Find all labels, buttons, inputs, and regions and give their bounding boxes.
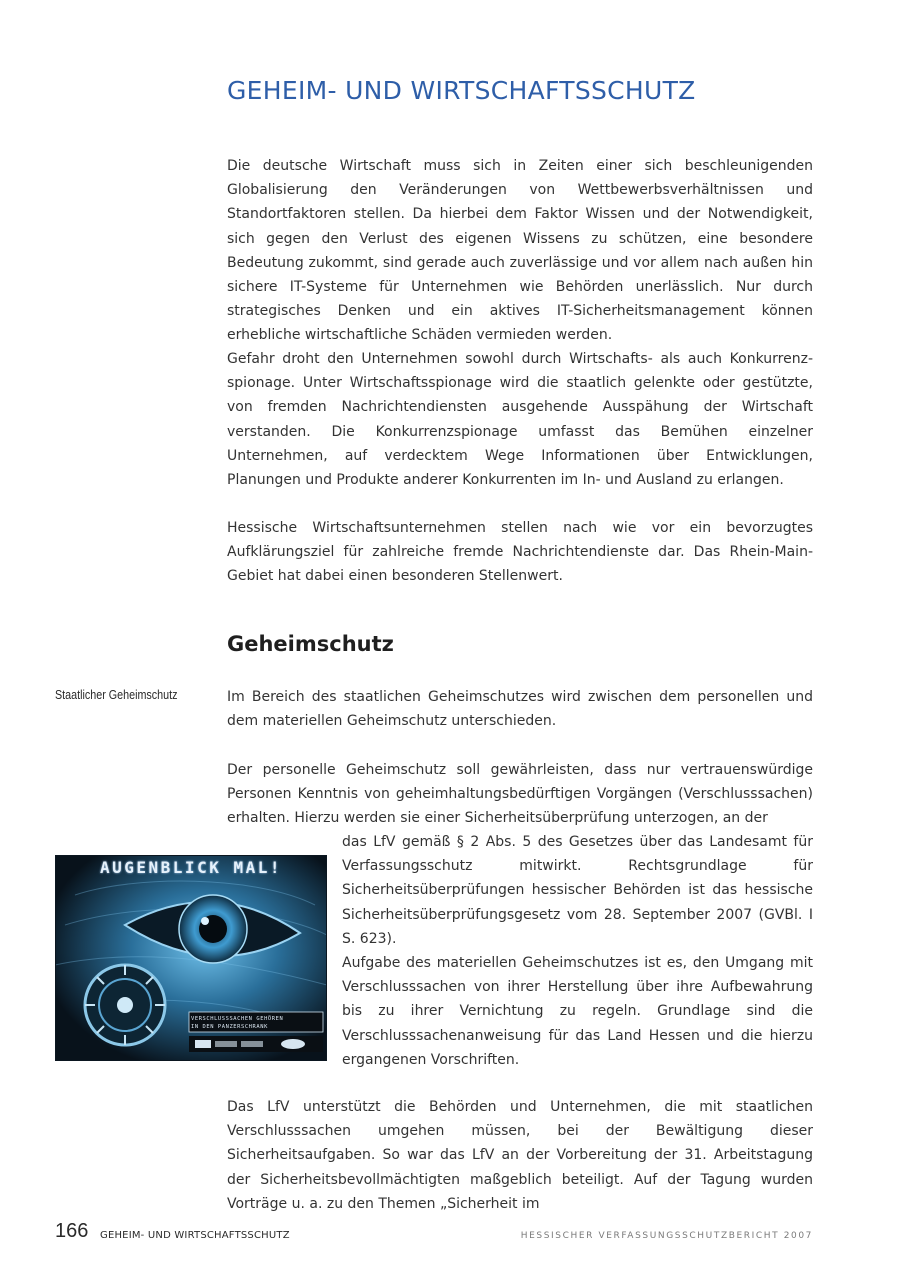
- margin-note: Staatlicher Geheimschutz: [55, 688, 178, 702]
- poster-caption: [191, 1015, 323, 1031]
- poster-headline: AUGENBLICK MAL!: [100, 858, 282, 877]
- intro-paragraph-2: Gefahr droht den Unternehmen sowohl durch Wirtschafts- als auch Konkurrenzspionage. Unter Wirtschaftsspionage wird die staatlich gelenkte oder gestützte, von fremden Nachrichtendiensten ausgehende Ausspähung der Wirtschaft verstanden. Die Konkurrenzspionage umfasst das Bemühen einzelner Unternehmen, auf verdecktem Wege Informationen über Entwicklungen, Planungen und Produkte anderer Konkurrenten im In- und Ausland zu erlangen.: [227, 351, 813, 489]
- footer-section-label: GEHEIM- UND WIRTSCHAFTSSCHUTZ: [100, 1230, 290, 1241]
- footer-publication: HESSISCHER VERFASSUNGSSCHUTZBERICHT 2007: [520, 1231, 813, 1241]
- page-number: 166: [55, 1220, 89, 1242]
- poster-caption-line-2: IN DEN PANZERSCHRANK: [191, 1024, 268, 1030]
- section-paragraph-2-top: Der personelle Geheimschutz soll gewährleisten, dass nur vertrauenswürdige Personen Kenntnis von geheimhaltungsbedürftigen Vorgängen (Verschlusssachen) erhalten. Hierzu werden sie einer Sicherheitsüberprüfung unterzogen, an der: [227, 762, 813, 827]
- section-paragraph-1: Im Bereich des staatlichen Geheimschutzes wird zwischen dem personellen und dem materiellen Geheimschutz unterschieden.: [227, 689, 813, 730]
- poster-caption-line-1: VERSCHLUSSSACHEN GEHÖREN: [191, 1016, 284, 1022]
- section-paragraph-3: Aufgabe des materiellen Geheimschutzes ist es, den Umgang mit Verschlusssachen von ihrer Herstellung über ihre Aufbewahrung bis zu ihrer Vernichtung zu regeln. Grundlage sind die Verschlusssachenanweisung für das Land Hessen und die hierzu ergangenen Vorschriften.: [342, 955, 813, 1068]
- section-heading: Geheimschutz: [227, 632, 394, 656]
- section-paragraph-4: Das LfV unterstützt die Behörden und Unternehmen, die mit staatlichen Verschlusssachen umgehen müssen, bei der Bewältigung dieser Sicherheitsaufgaben. So war das LfV an der Vorbereitung der 31. Arbeitstagung der Sicherheitsbevollmächtigten maßgeblich beteiligt. Auf der Tagung wurden Vorträge u. a. zu den Themen „Sicherheit im: [227, 1099, 813, 1212]
- intro-paragraph-1: Die deutsche Wirtschaft muss sich in Zeiten einer sich beschleunigenden Globalisierung den Veränderungen von Wettbewerbsverhältnissen und Standortfaktoren stellen. Da hierbei dem Faktor Wissen und der Notwendigkeit, sich gegen den Verlust des eigenen Wissens zu schützen, eine besondere Bedeutung zukommt, sind gerade auch zuverlässige und vor allem nach außen hin sichere IT-Systeme für Unternehmen wie Behörden unerlässlich. Nur durch strategisches Denken und ein aktives IT-Sicherheitsmanagement können erhebliche wirtschaftliche Schäden vermieden werden.: [227, 158, 813, 344]
- poster-image: [55, 855, 327, 1061]
- intro-paragraph-3: Hessische Wirtschaftsunternehmen stellen nach wie vor ein bevorzugtes Aufklärungsziel für zahlreiche fremde Nachrichtendienste dar. Das Rhein-Main-Gebiet hat dabei einen besonderen Stellenwert.: [227, 520, 813, 585]
- section-paragraph-2-inset: das LfV gemäß § 2 Abs. 5 des Gesetzes über das Landesamt für Verfassungsschutz mitwirkt. Rechtsgrundlage für Sicherheitsüberprüfungen hessischer Behörden ist das hessische Sicherheitsüberprüfungsgesetz vom 28. September 2007 (GVBl. I S. 623).: [342, 834, 813, 947]
- page-title: GEHEIM- UND WIRTSCHAFTSSCHUTZ: [227, 76, 696, 105]
